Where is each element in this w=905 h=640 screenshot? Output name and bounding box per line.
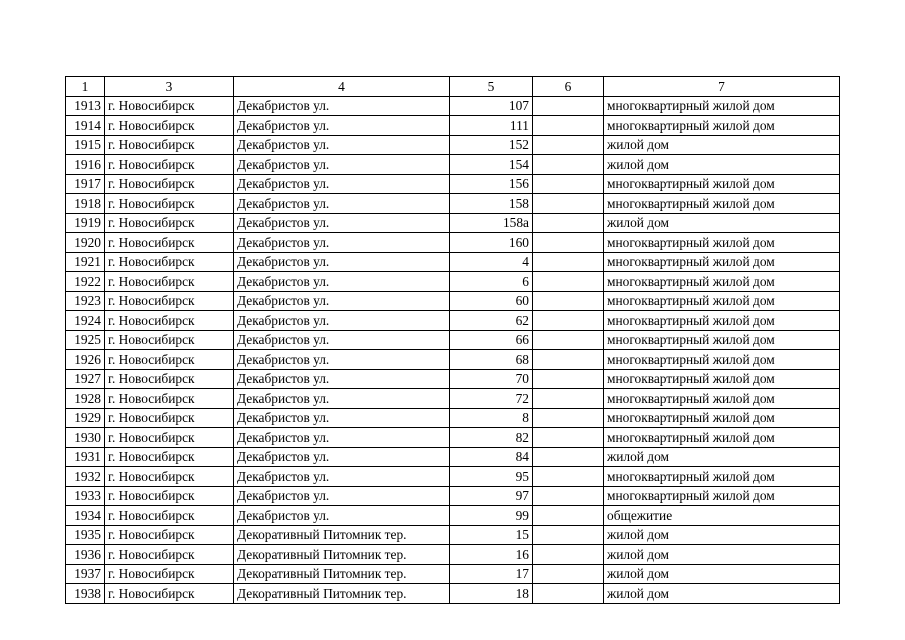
building-type-cell: многоквартирный жилой дом xyxy=(604,369,840,389)
city-cell: г. Новосибирск xyxy=(105,428,234,448)
building-type-cell: жилой дом xyxy=(604,447,840,467)
table-row xyxy=(66,330,840,350)
row-number-cell: 1925 xyxy=(66,330,105,350)
street-cell: Декабристов ул. xyxy=(234,135,450,155)
empty-cell xyxy=(533,252,604,272)
table-row xyxy=(66,428,840,448)
street-cell: Декабристов ул. xyxy=(234,506,450,526)
table-row xyxy=(66,96,840,116)
street-cell: Декоративный Питомник тер. xyxy=(234,545,450,565)
house-number-cell: 152 xyxy=(450,135,533,155)
table-row xyxy=(66,116,840,136)
house-number-cell: 15 xyxy=(450,525,533,545)
table-body xyxy=(66,96,840,603)
table-row xyxy=(66,584,840,604)
empty-cell xyxy=(533,174,604,194)
row-number-cell: 1920 xyxy=(66,233,105,253)
street-cell: Декабристов ул. xyxy=(234,155,450,175)
row-number-cell: 1926 xyxy=(66,350,105,370)
city-cell: г. Новосибирск xyxy=(105,291,234,311)
column-header-6: 6 xyxy=(533,77,604,97)
house-number-cell: 70 xyxy=(450,369,533,389)
house-number-cell: 8 xyxy=(450,408,533,428)
building-type-cell: многоквартирный жилой дом xyxy=(604,174,840,194)
city-cell: г. Новосибирск xyxy=(105,486,234,506)
empty-cell xyxy=(533,135,604,155)
row-number-cell: 1931 xyxy=(66,447,105,467)
table-row xyxy=(66,252,840,272)
table-row xyxy=(66,467,840,487)
table-row xyxy=(66,389,840,409)
house-number-cell: 160 xyxy=(450,233,533,253)
street-cell: Декабристов ул. xyxy=(234,369,450,389)
house-number-cell: 158 xyxy=(450,194,533,214)
row-number-cell: 1933 xyxy=(66,486,105,506)
city-cell: г. Новосибирск xyxy=(105,135,234,155)
row-number-cell: 1935 xyxy=(66,525,105,545)
row-number-cell: 1937 xyxy=(66,564,105,584)
row-number-cell: 1917 xyxy=(66,174,105,194)
house-number-cell: 18 xyxy=(450,584,533,604)
row-number-cell: 1915 xyxy=(66,135,105,155)
empty-cell xyxy=(533,116,604,136)
empty-cell xyxy=(533,564,604,584)
building-type-cell: многоквартирный жилой дом xyxy=(604,291,840,311)
row-number-cell: 1938 xyxy=(66,584,105,604)
building-type-cell: многоквартирный жилой дом xyxy=(604,194,840,214)
row-number-cell: 1928 xyxy=(66,389,105,409)
house-number-cell: 6 xyxy=(450,272,533,292)
row-number-cell: 1914 xyxy=(66,116,105,136)
empty-cell xyxy=(533,545,604,565)
address-table xyxy=(65,76,840,604)
street-cell: Декабристов ул. xyxy=(234,428,450,448)
house-number-cell: 68 xyxy=(450,350,533,370)
city-cell: г. Новосибирск xyxy=(105,525,234,545)
table-row xyxy=(66,135,840,155)
row-number-cell: 1936 xyxy=(66,545,105,565)
column-header-7: 7 xyxy=(604,77,840,97)
city-cell: г. Новосибирск xyxy=(105,369,234,389)
row-number-cell: 1922 xyxy=(66,272,105,292)
street-cell: Декабристов ул. xyxy=(234,447,450,467)
city-cell: г. Новосибирск xyxy=(105,155,234,175)
city-cell: г. Новосибирск xyxy=(105,389,234,409)
city-cell: г. Новосибирск xyxy=(105,506,234,526)
row-number-cell: 1921 xyxy=(66,252,105,272)
empty-cell xyxy=(533,389,604,409)
table-row xyxy=(66,506,840,526)
city-cell: г. Новосибирск xyxy=(105,194,234,214)
column-header-4: 4 xyxy=(234,77,450,97)
row-number-cell: 1932 xyxy=(66,467,105,487)
city-cell: г. Новосибирск xyxy=(105,174,234,194)
building-type-cell: общежитие xyxy=(604,506,840,526)
street-cell: Декабристов ул. xyxy=(234,350,450,370)
empty-cell xyxy=(533,330,604,350)
house-number-cell: 17 xyxy=(450,564,533,584)
table-row xyxy=(66,291,840,311)
city-cell: г. Новосибирск xyxy=(105,96,234,116)
table-row xyxy=(66,486,840,506)
empty-cell xyxy=(533,447,604,467)
street-cell: Декабристов ул. xyxy=(234,272,450,292)
building-type-cell: многоквартирный жилой дом xyxy=(604,350,840,370)
table-row xyxy=(66,564,840,584)
city-cell: г. Новосибирск xyxy=(105,350,234,370)
house-number-cell: 111 xyxy=(450,116,533,136)
building-type-cell: жилой дом xyxy=(604,564,840,584)
building-type-cell: жилой дом xyxy=(604,545,840,565)
table-row xyxy=(66,408,840,428)
building-type-cell: многоквартирный жилой дом xyxy=(604,272,840,292)
building-type-cell: многоквартирный жилой дом xyxy=(604,311,840,331)
table-row xyxy=(66,233,840,253)
city-cell: г. Новосибирск xyxy=(105,408,234,428)
city-cell: г. Новосибирск xyxy=(105,330,234,350)
street-cell: Декоративный Питомник тер. xyxy=(234,584,450,604)
building-type-cell: многоквартирный жилой дом xyxy=(604,408,840,428)
row-number-cell: 1916 xyxy=(66,155,105,175)
street-cell: Декабристов ул. xyxy=(234,96,450,116)
city-cell: г. Новосибирск xyxy=(105,213,234,233)
building-type-cell: многоквартирный жилой дом xyxy=(604,389,840,409)
building-type-cell: многоквартирный жилой дом xyxy=(604,486,840,506)
table-row xyxy=(66,174,840,194)
street-cell: Декабристов ул. xyxy=(234,486,450,506)
street-cell: Декабристов ул. xyxy=(234,252,450,272)
city-cell: г. Новосибирск xyxy=(105,272,234,292)
header-row xyxy=(66,77,840,97)
table-row xyxy=(66,369,840,389)
house-number-cell: 82 xyxy=(450,428,533,448)
empty-cell xyxy=(533,350,604,370)
empty-cell xyxy=(533,272,604,292)
street-cell: Декабристов ул. xyxy=(234,330,450,350)
row-number-cell: 1929 xyxy=(66,408,105,428)
city-cell: г. Новосибирск xyxy=(105,545,234,565)
city-cell: г. Новосибирск xyxy=(105,252,234,272)
building-type-cell: жилой дом xyxy=(604,155,840,175)
house-number-cell: 107 xyxy=(450,96,533,116)
street-cell: Декабристов ул. xyxy=(234,408,450,428)
building-type-cell: жилой дом xyxy=(604,213,840,233)
empty-cell xyxy=(533,506,604,526)
empty-cell xyxy=(533,155,604,175)
house-number-cell: 97 xyxy=(450,486,533,506)
building-type-cell: многоквартирный жилой дом xyxy=(604,467,840,487)
building-type-cell: многоквартирный жилой дом xyxy=(604,428,840,448)
row-number-cell: 1934 xyxy=(66,506,105,526)
building-type-cell: многоквартирный жилой дом xyxy=(604,233,840,253)
street-cell: Декабристов ул. xyxy=(234,194,450,214)
empty-cell xyxy=(533,194,604,214)
building-type-cell: жилой дом xyxy=(604,584,840,604)
table-row xyxy=(66,525,840,545)
house-number-cell: 84 xyxy=(450,447,533,467)
empty-cell xyxy=(533,369,604,389)
building-type-cell: жилой дом xyxy=(604,525,840,545)
empty-cell xyxy=(533,467,604,487)
house-number-cell: 60 xyxy=(450,291,533,311)
table-row xyxy=(66,545,840,565)
column-header-5: 5 xyxy=(450,77,533,97)
building-type-cell: многоквартирный жилой дом xyxy=(604,116,840,136)
empty-cell xyxy=(533,291,604,311)
street-cell: Декабристов ул. xyxy=(234,467,450,487)
empty-cell xyxy=(533,428,604,448)
house-number-cell: 72 xyxy=(450,389,533,409)
row-number-cell: 1924 xyxy=(66,311,105,331)
street-cell: Декабристов ул. xyxy=(234,213,450,233)
street-cell: Декабристов ул. xyxy=(234,233,450,253)
house-number-cell: 99 xyxy=(450,506,533,526)
table-row xyxy=(66,194,840,214)
column-header-3: 3 xyxy=(105,77,234,97)
house-number-cell: 66 xyxy=(450,330,533,350)
building-type-cell: многоквартирный жилой дом xyxy=(604,96,840,116)
house-number-cell: 62 xyxy=(450,311,533,331)
empty-cell xyxy=(533,213,604,233)
table-row xyxy=(66,213,840,233)
city-cell: г. Новосибирск xyxy=(105,116,234,136)
city-cell: г. Новосибирск xyxy=(105,233,234,253)
row-number-cell: 1919 xyxy=(66,213,105,233)
building-type-cell: многоквартирный жилой дом xyxy=(604,252,840,272)
row-number-cell: 1913 xyxy=(66,96,105,116)
empty-cell xyxy=(533,584,604,604)
house-number-cell: 4 xyxy=(450,252,533,272)
empty-cell xyxy=(533,233,604,253)
row-number-cell: 1930 xyxy=(66,428,105,448)
house-number-cell: 16 xyxy=(450,545,533,565)
table-row xyxy=(66,272,840,292)
city-cell: г. Новосибирск xyxy=(105,564,234,584)
city-cell: г. Новосибирск xyxy=(105,584,234,604)
row-number-cell: 1927 xyxy=(66,369,105,389)
empty-cell xyxy=(533,486,604,506)
empty-cell xyxy=(533,96,604,116)
street-cell: Декабристов ул. xyxy=(234,174,450,194)
row-number-cell: 1918 xyxy=(66,194,105,214)
city-cell: г. Новосибирск xyxy=(105,311,234,331)
table-row xyxy=(66,447,840,467)
empty-cell xyxy=(533,525,604,545)
house-number-cell: 158а xyxy=(450,213,533,233)
street-cell: Декоративный Питомник тер. xyxy=(234,525,450,545)
empty-cell xyxy=(533,311,604,331)
street-cell: Декабристов ул. xyxy=(234,389,450,409)
house-number-cell: 156 xyxy=(450,174,533,194)
house-number-cell: 154 xyxy=(450,155,533,175)
city-cell: г. Новосибирск xyxy=(105,467,234,487)
row-number-cell: 1923 xyxy=(66,291,105,311)
column-header-1: 1 xyxy=(66,77,105,97)
building-type-cell: многоквартирный жилой дом xyxy=(604,330,840,350)
street-cell: Декабристов ул. xyxy=(234,116,450,136)
building-type-cell: жилой дом xyxy=(604,135,840,155)
table-row xyxy=(66,350,840,370)
street-cell: Декабристов ул. xyxy=(234,291,450,311)
table-row xyxy=(66,155,840,175)
empty-cell xyxy=(533,408,604,428)
street-cell: Декоративный Питомник тер. xyxy=(234,564,450,584)
house-number-cell: 95 xyxy=(450,467,533,487)
table-row xyxy=(66,311,840,331)
street-cell: Декабристов ул. xyxy=(234,311,450,331)
city-cell: г. Новосибирск xyxy=(105,447,234,467)
